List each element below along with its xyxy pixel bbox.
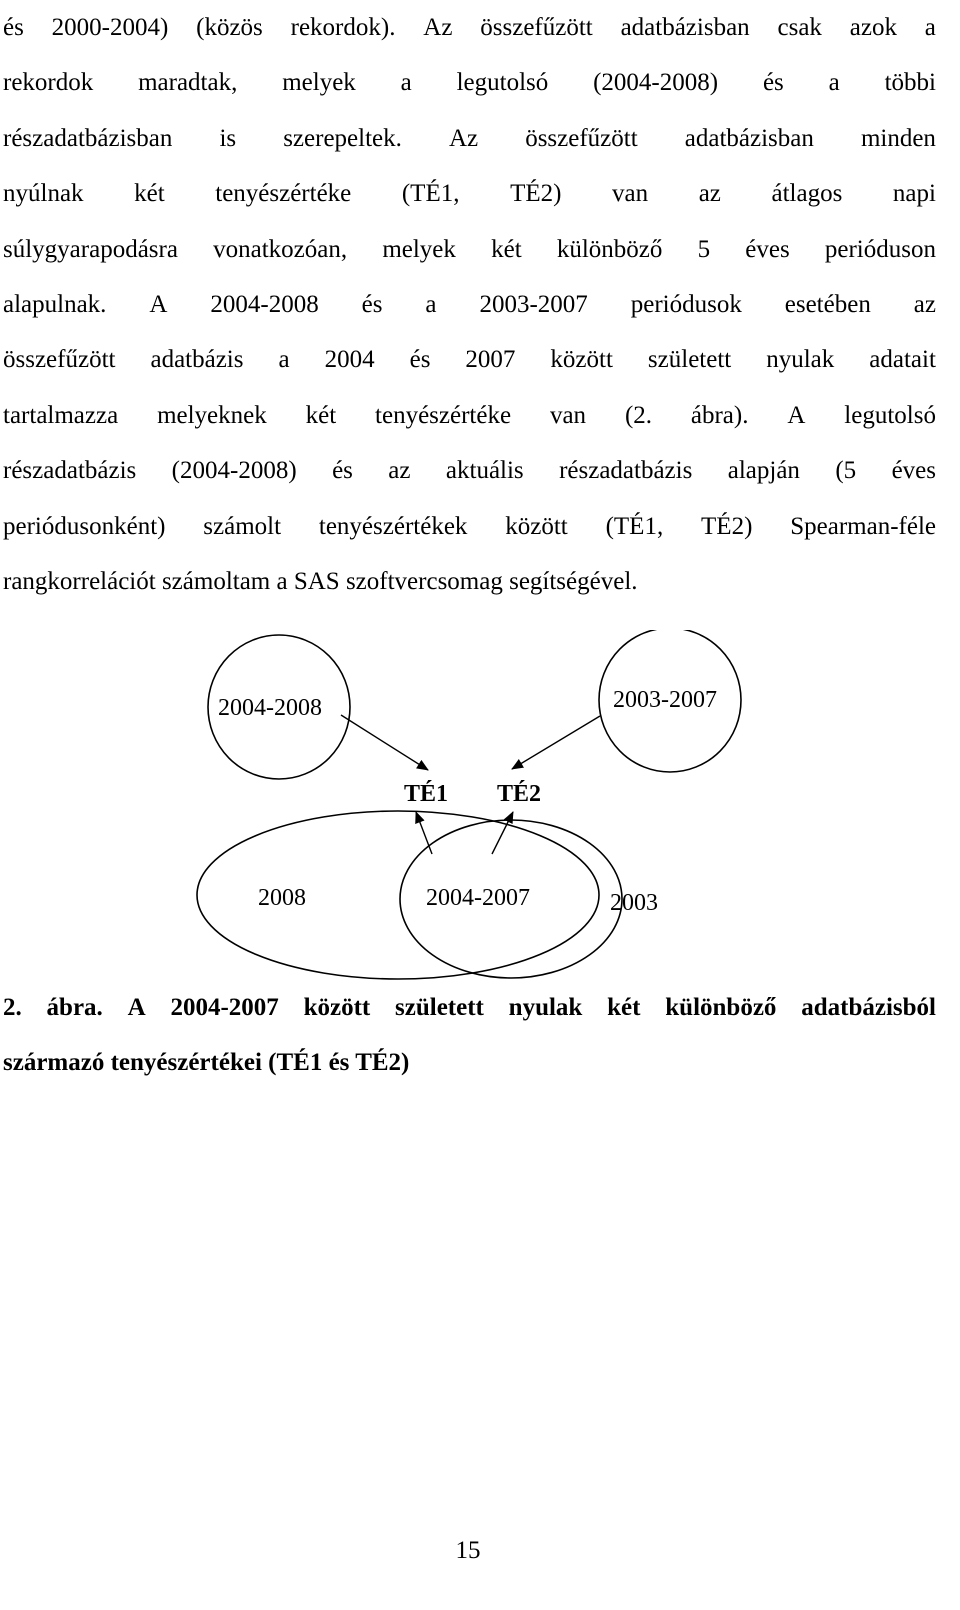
word: súlygyarapodásra [3, 235, 178, 263]
word: is [219, 124, 237, 152]
body-line [3, 277, 936, 332]
word: között [505, 512, 568, 540]
word: a [400, 69, 412, 97]
word: rekordok). [290, 14, 396, 41]
caption-word: különböző [665, 994, 777, 1021]
page-number: 15 [455, 1537, 481, 1564]
caption-word: két [607, 994, 641, 1021]
word: két [491, 235, 522, 263]
word: maradtak, [138, 69, 238, 97]
body-line [3, 443, 936, 498]
body-line [3, 111, 936, 166]
word: és [361, 290, 383, 318]
word: perióduson [824, 235, 936, 263]
word: között [550, 346, 613, 374]
body-line [3, 332, 936, 387]
word: szerepeltek. [283, 124, 402, 152]
word: összefűzött [525, 124, 638, 152]
word: nyúlnak [3, 180, 84, 208]
figure-caption [3, 980, 936, 1090]
word: az [698, 180, 721, 208]
caption-word: A [127, 994, 146, 1021]
word: Spearman-féle [790, 512, 936, 540]
word: született [647, 346, 732, 374]
word: van [612, 180, 649, 208]
body-paragraph [3, 0, 936, 609]
word: éves [891, 457, 936, 485]
word: TÉ2) [701, 512, 753, 540]
label-2003-2007: 2003-2007 [613, 687, 717, 713]
word: részadatbázisban [3, 124, 173, 152]
body-line [3, 0, 936, 55]
word: tenyészértéke [215, 180, 352, 208]
word: adatait [869, 346, 936, 374]
caption-line-1 [3, 980, 936, 1035]
word: csak [777, 14, 822, 41]
word: 2004-2008 [210, 290, 319, 318]
label-2003: 2003 [610, 890, 658, 916]
word: többi [884, 69, 936, 97]
word: (2. [624, 401, 653, 429]
body-line [3, 222, 936, 277]
word: ábra). [690, 401, 749, 429]
word: és [762, 69, 784, 97]
word: az [388, 457, 411, 485]
word: aktuális [445, 457, 524, 485]
word: a [278, 346, 290, 374]
label-te1: TÉ1 [404, 781, 449, 807]
caption-word: született [395, 994, 484, 1021]
word: az [913, 290, 936, 318]
word: (közös [196, 14, 263, 41]
body-line [3, 499, 936, 554]
word: azok [849, 14, 897, 41]
word: részadatbázis [3, 457, 137, 485]
word: esetében [784, 290, 871, 318]
word: 2003-2007 [479, 290, 588, 318]
caption-word: adatbázisból [801, 994, 936, 1021]
word: két [134, 180, 165, 208]
word: éves [745, 235, 790, 263]
word: periódusonként) [3, 512, 166, 540]
arrow-up-to-te1 [416, 812, 432, 854]
word: és [332, 457, 353, 485]
arrow-to-te2 [512, 716, 600, 769]
word: átlagos [771, 180, 843, 208]
arrow-to-te1 [341, 715, 428, 770]
word: rekordok [3, 69, 94, 97]
arrow-up-to-te2 [492, 812, 513, 854]
word: (TÉ1, [401, 180, 460, 208]
label-2008: 2008 [258, 885, 306, 911]
figure-2-diagram [0, 630, 960, 980]
word: 2004 [324, 346, 375, 374]
word: adatbázisban [684, 124, 814, 152]
body-line [3, 166, 936, 221]
word: a [425, 290, 437, 318]
word: a [924, 14, 936, 41]
word: legutolsó [456, 69, 549, 97]
caption-word: 2004-2007 [170, 994, 279, 1021]
word: Az [448, 124, 479, 152]
word: tenyészértéke [375, 401, 512, 429]
word: különböző [556, 235, 663, 263]
word: nyulak [766, 346, 835, 374]
word: (TÉ1, [605, 512, 664, 540]
caption-word: nyulak [508, 994, 583, 1021]
word: és [409, 346, 431, 374]
word: összefűzött [480, 14, 593, 41]
word: (5 [835, 457, 857, 485]
body-line [3, 388, 936, 443]
word: adatbázisban [620, 14, 750, 41]
body-line-last: rangkorrelációt számoltam a SAS szoftvercsomag segítségével. [3, 567, 638, 595]
caption-word: 2. [3, 994, 22, 1021]
word: melyeknek [157, 401, 267, 429]
word: és [3, 14, 24, 41]
word: 2000-2004) [51, 14, 169, 41]
caption-word: között [303, 994, 371, 1021]
word: részadatbázis [559, 457, 693, 485]
diagram-svg [0, 630, 960, 980]
label-2004-2008: 2004-2008 [218, 695, 322, 721]
word: napi [892, 180, 936, 208]
label-te2: TÉ2 [497, 781, 542, 807]
word: TÉ2) [510, 180, 562, 208]
word: Az [423, 14, 453, 41]
word: 5 [697, 235, 711, 263]
word: minden [860, 124, 936, 152]
word: melyek [282, 69, 356, 97]
word: tenyészértékek [318, 512, 468, 540]
word: alapján [727, 457, 800, 485]
word: két [305, 401, 337, 429]
word: periódusok [630, 290, 742, 318]
word: vonatkozóan, [213, 235, 348, 263]
word: számolt [203, 512, 282, 540]
word: tartalmazza [3, 401, 119, 429]
word: a [828, 69, 840, 97]
word: (2004-2008) [593, 69, 719, 97]
word: A [149, 290, 168, 318]
word: összefűzött [3, 346, 116, 374]
word: melyek [382, 235, 456, 263]
word: (2004-2008) [171, 457, 297, 485]
label-2004-2007: 2004-2007 [426, 885, 530, 911]
word: van [549, 401, 587, 429]
word: adatbázis [150, 346, 244, 374]
word: alapulnak. [3, 290, 107, 318]
caption-line-2: származó tenyészértékei (TÉ1 és TÉ2) [3, 1049, 410, 1076]
caption-word: ábra. [46, 994, 103, 1021]
word: A [787, 401, 806, 429]
word: legutolsó [844, 401, 936, 429]
word: 2007 [465, 346, 516, 374]
body-line [3, 55, 936, 110]
